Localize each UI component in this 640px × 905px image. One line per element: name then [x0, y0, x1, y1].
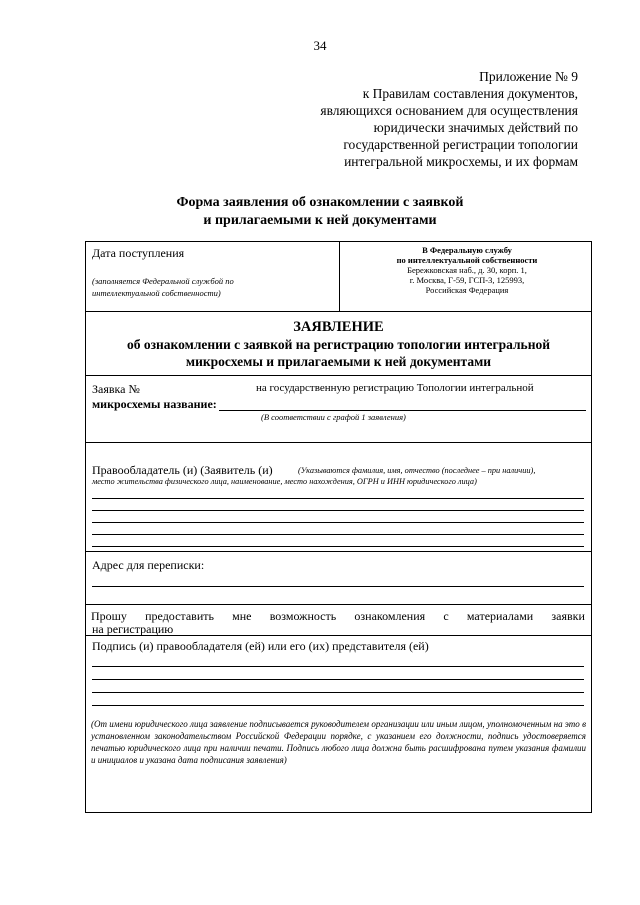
form-title-line1: Форма заявления об ознакомлении с заявкой	[176, 195, 464, 210]
section-divider	[86, 604, 591, 605]
signature-field-line[interactable]	[92, 679, 584, 680]
request-word: возможность	[269, 609, 337, 623]
appendix-line: государственной регистрации топологии	[343, 137, 578, 152]
appendix-line: к Правилам составления документов,	[362, 86, 578, 101]
request-word: заявки	[551, 609, 585, 623]
request-word: с	[443, 609, 449, 623]
request-word: Прошу	[91, 609, 127, 623]
owner-field-line[interactable]	[92, 522, 584, 523]
request-word: предоставить	[145, 609, 214, 623]
signature-field-line[interactable]	[92, 692, 584, 693]
appendix-line: являющихся основанием для осуществления	[320, 103, 578, 118]
appendix-line: Приложение № 9	[479, 69, 578, 84]
owner-hint-line2: место жительства физического лица, наименование, место нахождения, ОГРН и ИНН юридического лица)	[92, 477, 477, 486]
request-line2: на регистрацию	[92, 622, 174, 636]
addressee-line: В Федеральную службу	[422, 245, 512, 255]
signature-field-line[interactable]	[92, 705, 584, 706]
owner-field-line[interactable]	[92, 498, 584, 499]
signature-label: Подпись (и) правообладателя (ей) или его (их) представителя (ей)	[92, 639, 429, 653]
owner-label: Правообладатель (и) (Заявитель (и)	[92, 463, 273, 477]
request-word: мне	[232, 609, 252, 623]
form-title-line2: и прилагаемыми к ней документами	[203, 213, 437, 228]
application-name-field[interactable]	[219, 410, 586, 411]
page-number: 34	[313, 38, 327, 53]
section-divider	[86, 551, 591, 552]
correspondence-label: Адрес для переписки:	[92, 558, 205, 572]
section-divider	[86, 311, 591, 312]
request-word: материалами	[466, 609, 534, 623]
appendix-line: юридически значимых действий по	[373, 120, 578, 135]
application-text: на государственную регистрацию Топологии интегральной	[256, 382, 534, 394]
addressee-block	[346, 245, 588, 295]
owner-field-line[interactable]	[92, 510, 584, 511]
form-title	[0, 194, 640, 230]
request-word: ознакомления	[354, 609, 426, 623]
section-divider	[86, 635, 591, 636]
receipt-note-line1: (заполняется Федеральной службой по	[92, 276, 234, 286]
receipt-note-line2: интеллектуальной собственности)	[92, 288, 221, 298]
application-form	[85, 241, 592, 813]
section-divider	[86, 442, 591, 443]
section-divider	[86, 375, 591, 376]
column-divider	[339, 242, 340, 311]
statement-subtitle-line1: об ознакомлении с заявкой на регистрацию топологии интегральной	[126, 337, 551, 352]
signature-note: (От имени юридического лица заявление подписывается руководителем организации или иным лицом, уполномоченным на это в установленном законодательством Российской Федерации порядке, с указанием его должности, подпись удостоверяется печатью юридического лица при наличии печати. Подпись любого лица должна быть расшифрована путем указания фамилии и инициалов и указана дата подписания заявления)	[91, 719, 586, 765]
owner-field-line[interactable]	[92, 546, 584, 547]
appendix-header	[248, 68, 578, 170]
application-number-label: Заявка №	[92, 382, 140, 396]
addressee-line: г. Москва, Г-59, ГСП-3, 125993,	[409, 275, 525, 285]
application-name-label: микросхемы название:	[92, 397, 217, 411]
statement-subtitle-line2: микросхемы и прилагаемыми к ней документами	[185, 354, 492, 369]
correspondence-field-line[interactable]	[92, 586, 584, 587]
appendix-line: интегральной микросхемы, и их формам	[344, 154, 578, 169]
owner-hint-line1: (Указываются фамилия, имя, отчество (последнее – при наличии),	[298, 466, 536, 475]
receipt-date-label: Дата поступления	[92, 246, 185, 260]
addressee-line: Российская Федерация	[425, 285, 509, 295]
signature-field-line[interactable]	[92, 666, 584, 667]
application-name-hint: (В соответствии с графой 1 заявления)	[261, 412, 406, 422]
statement-title: ЗАЯВЛЕНИЕ	[293, 319, 384, 335]
addressee-line: Бережковская наб., д. 30, корп. 1,	[407, 265, 527, 275]
owner-field-line[interactable]	[92, 534, 584, 535]
addressee-line: по интеллектуальной собственности	[396, 255, 538, 265]
